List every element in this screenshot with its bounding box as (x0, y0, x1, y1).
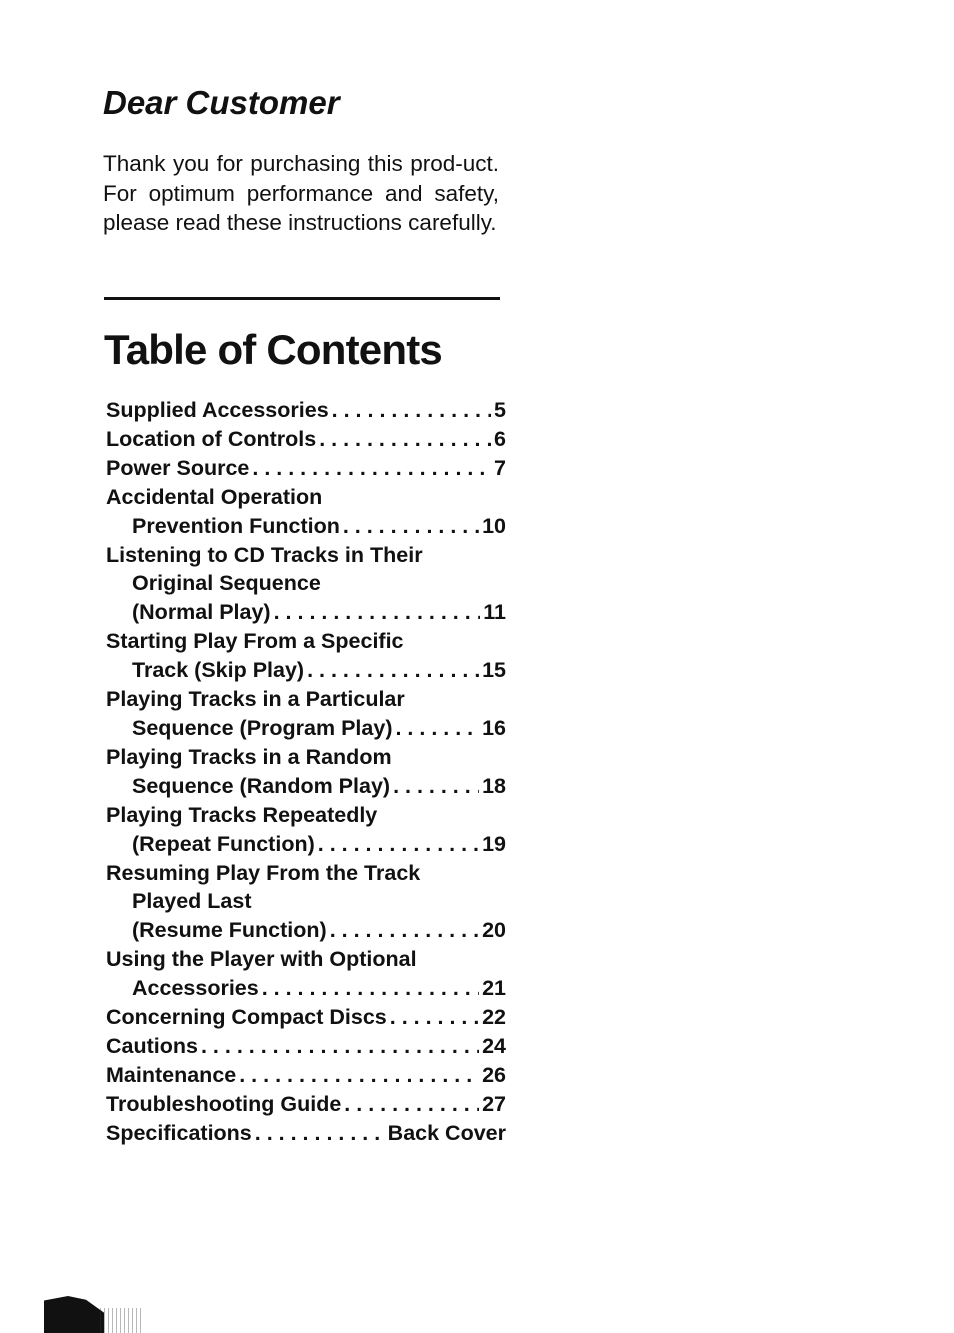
toc-entry-line (106, 541, 506, 570)
toc-page-number: 22 (482, 1005, 506, 1030)
toc-entry-title: Specifications (106, 1120, 252, 1145)
toc-entry-line (106, 425, 506, 454)
toc-entry-line (106, 598, 506, 627)
toc-entry-line (106, 569, 506, 598)
toc-page-number: 11 (483, 600, 506, 625)
toc-entry-line (106, 454, 506, 483)
greeting-heading: Dear Customer (103, 84, 340, 121)
toc-entry-line (106, 1090, 506, 1119)
toc-leader-dots (390, 1003, 479, 1032)
toc-leader-dots (307, 656, 479, 685)
toc-page-number: 6 (494, 426, 506, 451)
toc-entry-title: Sequence (Program Play) (132, 715, 393, 740)
toc-leader-dots (318, 830, 479, 859)
toc-entry-title: Playing Tracks in a Particular (106, 687, 405, 712)
toc-entry-title: Playing Tracks Repeatedly (106, 802, 378, 827)
toc-page-number: 15 (482, 658, 506, 683)
toc-page-number: 10 (482, 513, 506, 538)
toc-entry-line (106, 887, 506, 916)
toc-entry-title: Played Last (132, 889, 252, 914)
toc-entry-title: Concerning Compact Discs (106, 1005, 387, 1030)
toc-entry-title: Accidental Operation (106, 484, 323, 509)
toc-entry-line (106, 945, 506, 974)
toc-leader-dots (319, 425, 491, 454)
toc-leader-dots (330, 916, 479, 945)
toc-list (106, 396, 506, 1148)
toc-entry-title: Original Sequence (132, 571, 321, 596)
toc-entry-title: Prevention Function (132, 513, 340, 538)
toc-page-number: 24 (482, 1033, 506, 1058)
toc-entry-line (106, 656, 506, 685)
toc-entry-line (106, 627, 506, 656)
toc-leader-dots (239, 1061, 479, 1090)
toc-entry-line (106, 483, 506, 512)
toc-entry-line (106, 1061, 506, 1090)
toc-leader-dots (252, 454, 491, 483)
toc-entry-line (106, 1119, 506, 1148)
toc-leader-dots (343, 512, 479, 541)
toc-leader-dots (395, 714, 479, 743)
toc-page-number: 21 (482, 976, 506, 1001)
toc-entry-line (106, 714, 506, 743)
toc-page-number: 27 (482, 1091, 506, 1116)
page-corner-mark-fade (100, 1308, 142, 1333)
toc-entry-title: Cautions (106, 1033, 198, 1058)
toc-page-number: 5 (494, 398, 506, 422)
toc-entry-line (106, 830, 506, 859)
toc-page-number: Back Cover (387, 1120, 506, 1145)
toc-leader-dots (274, 598, 481, 627)
toc-entry-title: Track (Skip Play) (132, 658, 305, 683)
toc-entry-title: Listening to CD Tracks in Their (106, 542, 423, 567)
toc-page-number: 19 (482, 831, 506, 856)
toc-entry-title: Sequence (Random Play) (132, 773, 391, 798)
toc-entry-line (106, 512, 506, 541)
toc-page-number: 20 (482, 918, 506, 943)
toc-entry-title: Starting Play From a Specific (106, 629, 404, 654)
toc-entry-title: (Resume Function) (132, 918, 327, 943)
toc-entry-line (106, 916, 506, 945)
toc-entry-title: Accessories (132, 976, 259, 1001)
toc-entry-title: Using the Player with Optional (106, 947, 417, 972)
toc-entry-title: Location of Controls (106, 426, 317, 451)
toc-entry-line (106, 685, 506, 714)
toc-page-number: 18 (482, 773, 506, 798)
toc-entry-line (106, 1032, 506, 1061)
toc-entry-title: Power Source (106, 455, 250, 480)
toc-entry-line (106, 743, 506, 772)
toc-entry-title: Troubleshooting Guide (106, 1091, 342, 1116)
toc-entry-line (106, 1003, 506, 1032)
toc-leader-dots (201, 1032, 479, 1061)
toc-entry-title: (Repeat Function) (132, 831, 315, 856)
toc-leader-dots (332, 396, 491, 425)
toc-leader-dots (255, 1119, 385, 1148)
toc-entry-line (106, 974, 506, 1003)
toc-entry-title: Playing Tracks in a Random (106, 744, 392, 769)
page-corner-mark (44, 1296, 104, 1333)
toc-leader-dots (393, 772, 479, 801)
toc-entry-title: Supplied Accessories (106, 398, 329, 422)
toc-page-number: 26 (482, 1062, 506, 1087)
toc-entry-line (106, 801, 506, 830)
toc-leader-dots (344, 1090, 479, 1119)
toc-entry-title: Maintenance (106, 1062, 237, 1087)
toc-entry-title: (Normal Play) (132, 600, 271, 625)
toc-page-number: 7 (494, 455, 506, 480)
toc-entry-line (106, 772, 506, 801)
toc-title: Table of Contents (104, 326, 442, 373)
toc-entry-line (106, 396, 506, 425)
section-divider (104, 297, 500, 300)
greeting-text: Thank you for purchasing this prod-uct. For optimum performance and safety, please read these instructions carefully. (103, 151, 499, 235)
toc-page-number: 16 (482, 715, 506, 740)
toc-entry-title: Resuming Play From the Track (106, 860, 421, 885)
toc-entry-line (106, 859, 506, 888)
toc-leader-dots (262, 974, 479, 1003)
